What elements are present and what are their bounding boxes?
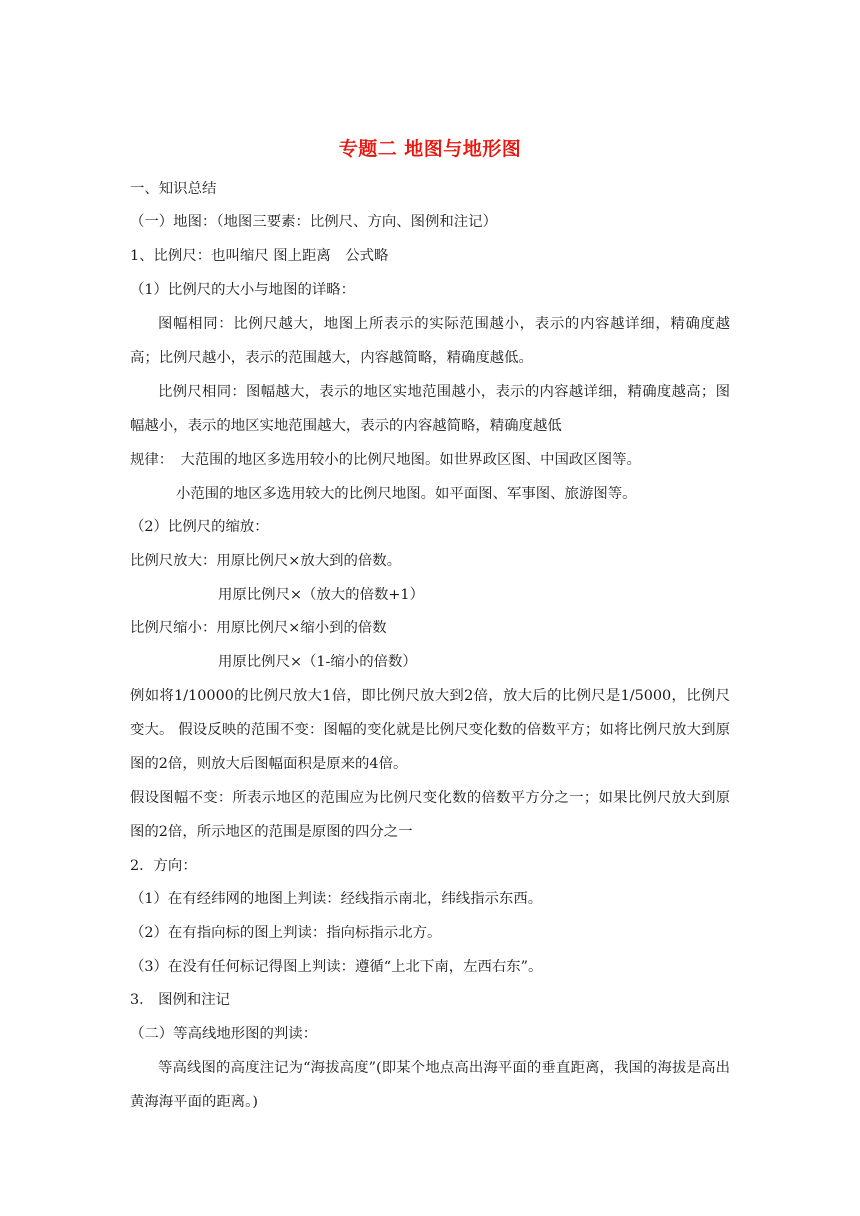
paragraph-same-sheet-size: 假设图幅不变：所表示地区的范围应为比例尺变化数的倍数平方分之一；如果比例尺放大到原图的2倍，所示地区的范围是原图的四分之一 [130, 790, 730, 840]
item-direction: 2．方向： [130, 858, 197, 874]
scale-reduce-rule-1: 比例尺缩小：用原比例尺×缩小到的倍数 [130, 620, 387, 636]
scale-enlarge-rule-1: 比例尺放大：用原比例尺×放大到的倍数。 [130, 553, 402, 569]
paragraph-same-scale: 比例尺相同：图幅越大，表示的地区实地范围越小，表示的内容越详细，精确度越高；图幅越小，表示的地区实地范围越大，表示的内容越简略，精确度越低 [130, 384, 730, 434]
section-heading-knowledge-summary: 一、知识总结 [130, 181, 217, 197]
paragraph-same-sheet: 图幅相同：比例尺越大，地图上所表示的实际范围越小，表示的内容越详细，精确度越高；比例尺越小，表示的范围越大，内容越简略，精确度越低。 [130, 316, 730, 366]
item-legend-annotation: 3． 图例和注记 [130, 992, 231, 1008]
item-scale-detail: （1）比例尺的大小与地图的详略： [130, 282, 356, 298]
scale-reduce-rule-2: 用原比例尺×（1-缩小的倍数） [218, 654, 417, 670]
subsection-heading-map: （一）地图：（地图三要素：比例尺、方向、图例和注记） [130, 214, 497, 230]
paragraph-contour-elevation: 等高线图的高度注记为“海拔高度”(即某个地点高出海平面的垂直距离，我国的海拔是高出黄海海平面的距离。) [130, 1060, 730, 1110]
item-scale: 1、比例尺：也叫缩尺 图上距离 公式略 [130, 248, 389, 264]
direction-no-marks: （3）在没有任何标记得图上判读：遵循“上北下南，左西右东”。 [130, 959, 543, 975]
scale-enlarge-rule-2: 用原比例尺×（放大的倍数+1） [218, 587, 424, 603]
item-scale-zoom: （2）比例尺的缩放： [130, 519, 269, 535]
direction-graticule: （1）在有经纬网的地图上判读：经线指示南北，纬线指示东西。 [130, 891, 543, 907]
paragraph-example: 例如将1/10000的比例尺放大1倍，即比例尺放大到2倍，放大后的比例尺是1/5000，比例尺变大。 假设反映的范围不变：图幅的变化就是比例尺变化数的倍数平方；如将比例尺放大到原图的2倍，则放大后图幅面积是原来的4倍。 [130, 688, 730, 772]
document-title: 专题二 地图与地形图 [338, 138, 522, 160]
subsection-heading-contour: （二）等高线地形图的判读： [130, 1026, 318, 1042]
rule-large-area: 规律： 大范围的地区多选用较小的比例尺地图。如世界政区图、中国政区图等。 [130, 452, 641, 468]
rule-small-area: 小范围的地区多选用较大的比例尺地图。如平面图、军事图、旅游图等。 [176, 486, 637, 502]
direction-north-arrow: （2）在有指向标的图上判读：指向标指示北方。 [130, 925, 442, 941]
